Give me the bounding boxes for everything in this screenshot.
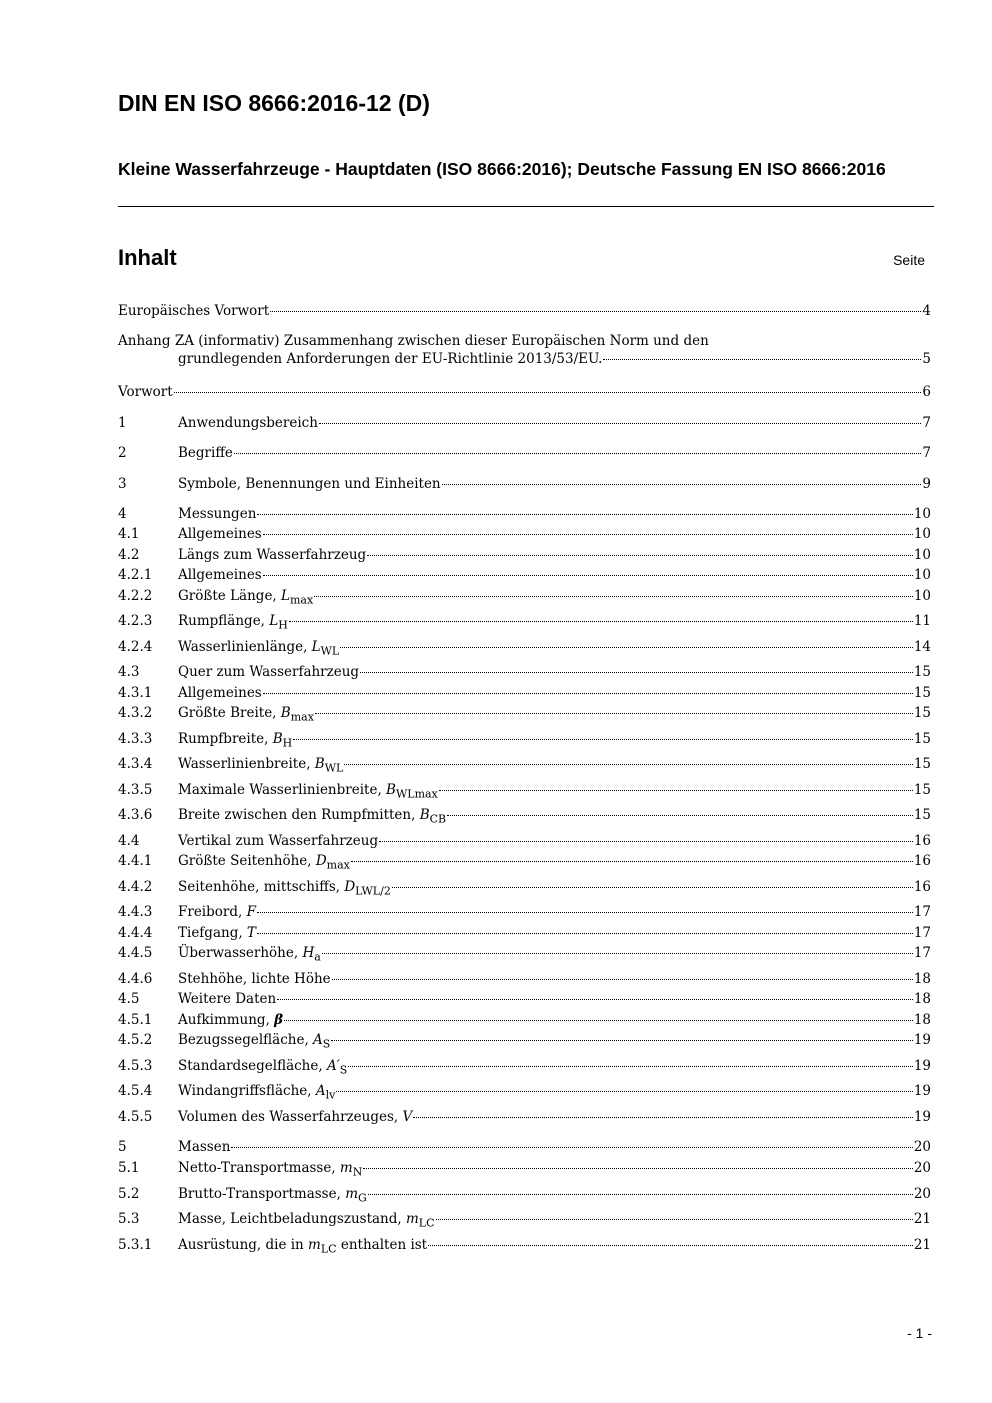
math-symbol: D xyxy=(315,853,327,869)
toc-entry[interactable] xyxy=(118,925,931,941)
toc-leader-dots xyxy=(319,423,921,424)
toc-entry[interactable] xyxy=(118,567,931,583)
toc-entry-number: 4.5.4 xyxy=(118,1083,153,1099)
toc-leader-dots xyxy=(314,596,913,597)
toc-entry-page: 15 xyxy=(913,782,931,798)
toc-leader-dots xyxy=(360,672,913,673)
toc-entry-number: 4.4.5 xyxy=(118,945,153,961)
math-subscript: S xyxy=(322,1037,331,1051)
toc-entry-page: 20 xyxy=(913,1139,931,1155)
toc-entry-number: 4 xyxy=(118,506,127,522)
toc-entry-number: 4.5.3 xyxy=(118,1058,153,1074)
toc-leader-dots xyxy=(263,693,913,694)
toc-entry-number: 3 xyxy=(118,476,127,492)
toc-entry[interactable] xyxy=(118,506,931,522)
math-subscript: CB xyxy=(429,812,447,826)
math-subscript: N xyxy=(352,1165,363,1179)
toc-leader-dots xyxy=(263,534,913,535)
toc-entry-number: 4.3.2 xyxy=(118,705,153,721)
toc-leader-dots xyxy=(442,484,922,485)
toc-entry-page: 15 xyxy=(913,731,931,747)
toc-leader-dots xyxy=(331,1040,912,1041)
toc-entry-text: Längs zum Wasserfahrzeug xyxy=(178,547,367,563)
toc-entry-page: 19 xyxy=(913,1058,931,1074)
toc-leader-dots xyxy=(336,1091,912,1092)
math-subscript: H xyxy=(278,618,288,632)
toc-leader-dots xyxy=(367,555,913,556)
math-symbol: L xyxy=(269,613,279,629)
toc-leader-dots xyxy=(231,1147,912,1148)
toc-entry-page: 16 xyxy=(913,833,931,849)
toc-leader-dots xyxy=(289,621,913,622)
toc-entry-number: 4.2 xyxy=(118,547,140,563)
toc-entry-page: 15 xyxy=(913,664,931,680)
toc-entry-page: 15 xyxy=(913,807,931,823)
math-subscript: lv xyxy=(325,1088,336,1102)
toc-entry-text: Ausrüstung, die in $m_{LC}$ enthalten ist xyxy=(178,1237,428,1256)
toc-entry[interactable] xyxy=(118,664,931,680)
toc-entry-page: 19 xyxy=(913,1032,931,1048)
toc-entry-page: 5 xyxy=(922,351,931,367)
toc-entry-text: Symbole, Benennungen und Einheiten xyxy=(178,476,441,492)
toc-entry-number: 4.1 xyxy=(118,526,140,542)
toc-entry-page: 19 xyxy=(913,1083,931,1099)
toc-leader-dots xyxy=(315,713,913,714)
toc-entry-text: Quer zum Wasserfahrzeug xyxy=(178,664,360,680)
toc-entry-page: 20 xyxy=(913,1186,931,1202)
toc-entry-text: Volumen des Wasserfahrzeuges, V xyxy=(178,1109,413,1125)
toc-entry-text: Allgemeines xyxy=(178,526,262,542)
toc-entry-page: 7 xyxy=(922,415,931,431)
toc-entry-text: Vorwort xyxy=(118,384,173,400)
toc-entry[interactable] xyxy=(118,613,931,632)
math-subscript: WL xyxy=(324,761,344,775)
toc-entry-page: 16 xyxy=(913,853,931,869)
math-symbol: V xyxy=(402,1109,413,1125)
toc-leader-dots xyxy=(392,887,913,888)
toc-entry[interactable] xyxy=(118,1160,931,1179)
toc-entry-page: 17 xyxy=(913,945,931,961)
toc-leader-dots xyxy=(413,1117,913,1118)
toc-entry-text: Stehhöhe, lichte Höhe xyxy=(178,971,331,987)
math-symbol: A xyxy=(315,1083,326,1099)
toc-leader-dots xyxy=(439,790,913,791)
toc-entry-number: 4.3.3 xyxy=(118,731,153,747)
math-symbol: T xyxy=(246,925,256,941)
toc-entry[interactable] xyxy=(118,1139,931,1155)
toc-leader-dots xyxy=(340,647,913,648)
toc-entry-text: Brutto-Transportmasse, $m_G$ xyxy=(178,1186,367,1205)
toc-entry-page: 18 xyxy=(913,991,931,1007)
math-symbol: A′ xyxy=(326,1058,340,1074)
toc-entry-number: 1 xyxy=(118,415,127,431)
toc-entry-page: 15 xyxy=(913,756,931,772)
toc-leader-dots xyxy=(257,933,913,934)
toc-entry[interactable] xyxy=(118,971,931,987)
toc-entry-text: Bezugssegelfläche, $A_S$ xyxy=(178,1032,331,1051)
toc-entry-text: Rumpflänge, $L_H$ xyxy=(178,613,288,632)
toc-leader-dots xyxy=(332,979,913,980)
toc-entry[interactable] xyxy=(118,853,931,872)
toc-entry-text: Seitenhöhe, mittschiffs, $D_{LWL/2}$ xyxy=(178,879,391,898)
toc-leader-dots xyxy=(603,359,921,360)
toc-entry[interactable] xyxy=(118,833,931,849)
toc-entry-text: Überwasserhöhe, $H_a$ xyxy=(178,945,321,964)
math-symbol: m xyxy=(339,1160,353,1176)
toc-entry[interactable] xyxy=(118,526,931,542)
toc-entry-number: 4.4.4 xyxy=(118,925,153,941)
toc-entry-page: 9 xyxy=(922,476,931,492)
math-symbol: L xyxy=(281,588,290,604)
toc-entry-number: 2 xyxy=(118,445,127,461)
toc-entry-number: 4.5.2 xyxy=(118,1032,153,1048)
toc-entry-text: Wasserlinienbreite, $B_{WL}$ xyxy=(178,756,344,775)
toc-entry-text: Messungen xyxy=(178,506,257,522)
toc-entry-number: 4.2.2 xyxy=(118,588,153,604)
toc-entry-page: 15 xyxy=(913,685,931,701)
toc-entry-number: 4.4.1 xyxy=(118,853,153,869)
toc-entry-page: 18 xyxy=(913,1012,931,1028)
toc-entry-number: 4.2.4 xyxy=(118,639,153,655)
toc-leader-dots xyxy=(270,311,921,312)
toc-entry[interactable] xyxy=(118,1186,931,1205)
toc-entry[interactable] xyxy=(118,445,931,461)
toc-entry-preface[interactable] xyxy=(118,384,931,400)
toc-entry[interactable] xyxy=(118,782,931,801)
toc-entry[interactable] xyxy=(118,476,931,492)
toc-entry-text: Netto-Transportmasse, $m_N$ xyxy=(178,1160,363,1179)
toc-leader-dots xyxy=(368,1194,913,1195)
toc-entry-page: 10 xyxy=(913,588,931,604)
toc-entry-number: 4.5 xyxy=(118,991,140,1007)
toc-entry[interactable] xyxy=(118,1083,931,1102)
toc-entry-page: 16 xyxy=(913,879,931,895)
toc-entry-page: 19 xyxy=(913,1109,931,1125)
toc-entry-number: 5.1 xyxy=(118,1160,140,1176)
math-symbol: B xyxy=(280,705,291,721)
toc-entry-page: 17 xyxy=(913,925,931,941)
toc-entry-number: 4.3.4 xyxy=(118,756,153,772)
toc-entry-text: Massen xyxy=(178,1139,231,1155)
toc-entry-text: Weitere Daten xyxy=(178,991,277,1007)
toc-entry-foreword[interactable] xyxy=(118,303,931,319)
math-subscript: WLmax xyxy=(395,787,438,801)
document-title: DIN EN ISO 8666:2016-12 (D) xyxy=(118,90,430,116)
toc-leader-dots xyxy=(379,841,913,842)
toc-entry-text: Europäisches Vorwort xyxy=(118,303,270,319)
toc-entry-text: Standardsegelfläche, $A'_S$ xyxy=(178,1058,348,1077)
title-divider xyxy=(118,206,934,207)
math-symbol: F xyxy=(246,904,256,920)
toc-entry-number: 4.2.3 xyxy=(118,613,153,629)
toc-entry-text: Allgemeines xyxy=(178,567,262,583)
toc-leader-dots xyxy=(344,764,912,765)
toc-entry-text: Begriffe xyxy=(178,445,233,461)
toc-entry-number: 4.3.6 xyxy=(118,807,153,823)
toc-entry[interactable] xyxy=(118,945,931,964)
math-symbol: B xyxy=(386,782,396,798)
toc-entry-text: Maximale Wasserlinienbreite, $B_{WLmax}$ xyxy=(178,782,438,801)
toc-entry-text: Tiefgang, T xyxy=(178,925,256,941)
toc-entry-page: 15 xyxy=(913,705,931,721)
math-symbol: B xyxy=(419,807,430,823)
page-number: - 1 - xyxy=(907,1325,932,1341)
toc-entry-page: 20 xyxy=(913,1160,931,1176)
toc-entry[interactable] xyxy=(118,705,931,724)
toc-entry-text: Anhang ZA (informativ) Zusammenhang zwischen dieser Europäischen Norm und den xyxy=(118,333,709,349)
toc-entry-number: 5.3 xyxy=(118,1211,140,1227)
toc-entry-page: 10 xyxy=(913,506,931,522)
toc-entry-number: 4.3.1 xyxy=(118,685,153,701)
toc-leader-dots xyxy=(257,514,912,515)
toc-entry-page: 21 xyxy=(913,1237,931,1253)
toc-leader-dots xyxy=(234,453,922,454)
toc-entry[interactable] xyxy=(118,807,931,826)
document-subtitle: Kleine Wasserfahrzeuge - Hauptdaten (ISO 8666:2016); Deutsche Fassung EN ISO 8666:2016 xyxy=(118,159,886,179)
toc-leader-dots xyxy=(257,912,913,913)
toc-heading: Inhalt xyxy=(118,245,177,270)
toc-entry[interactable] xyxy=(118,1211,931,1230)
toc-leader-dots xyxy=(428,1245,913,1246)
toc-entry-text: Größte Länge, $L_{max}$ xyxy=(178,588,314,607)
math-symbol: m xyxy=(308,1237,321,1253)
toc-entry-page: 10 xyxy=(913,526,931,542)
toc-leader-dots xyxy=(351,861,913,862)
toc-entry-number: 4.5.1 xyxy=(118,1012,153,1028)
toc-leader-dots xyxy=(348,1066,912,1067)
toc-entry-text: Freibord, F xyxy=(178,904,256,920)
toc-entry[interactable] xyxy=(118,731,931,750)
toc-leader-dots xyxy=(293,739,913,740)
toc-leader-dots xyxy=(284,1020,913,1021)
toc-entry-number: 5.2 xyxy=(118,1186,140,1202)
math-symbol: L xyxy=(311,639,321,655)
math-symbol: D xyxy=(344,879,356,895)
toc-entry-page: 21 xyxy=(913,1211,931,1227)
toc-entry-text: Aufkimmung, β xyxy=(178,1012,284,1028)
math-symbol: β xyxy=(274,1012,284,1028)
toc-entry-text: Anwendungsbereich xyxy=(178,415,318,431)
toc-entry[interactable] xyxy=(118,685,931,701)
math-subscript: H xyxy=(282,736,293,750)
toc-entry-number: 4.4.6 xyxy=(118,971,153,987)
math-subscript: max xyxy=(289,593,314,607)
toc-entry[interactable] xyxy=(118,1032,931,1051)
math-symbol: m xyxy=(405,1211,419,1227)
toc-leader-dots xyxy=(277,999,913,1000)
toc-entry-text: Vertikal zum Wasserfahrzeug xyxy=(178,833,379,849)
toc-entry[interactable] xyxy=(118,639,931,658)
toc-entry-number: 4.3.5 xyxy=(118,782,153,798)
toc-entry-text: Größte Seitenhöhe, $D_{max}$ xyxy=(178,853,350,872)
toc-entry-page: 10 xyxy=(913,547,931,563)
page-column-label: Seite xyxy=(893,252,925,268)
toc-entry[interactable] xyxy=(118,991,931,1007)
toc-entry-text: Allgemeines xyxy=(178,685,262,701)
math-subscript: LC xyxy=(418,1216,435,1230)
toc-entry[interactable] xyxy=(118,1058,931,1077)
toc-leader-dots xyxy=(436,1219,913,1220)
toc-entry-annex-za[interactable] xyxy=(118,333,931,367)
toc-entry[interactable] xyxy=(118,756,931,775)
math-symbol: A xyxy=(313,1032,323,1048)
toc-entry[interactable] xyxy=(118,547,931,563)
toc-entry[interactable] xyxy=(118,1012,931,1028)
toc-entry-page: 10 xyxy=(913,567,931,583)
toc-entry-number: 5.3.1 xyxy=(118,1237,153,1253)
math-symbol: H xyxy=(302,945,315,961)
toc-entry-text: Größte Breite, $B_{max}$ xyxy=(178,705,314,724)
toc-entry-number: 4.4.3 xyxy=(118,904,153,920)
toc-entry-page: 7 xyxy=(922,445,931,461)
toc-entry[interactable] xyxy=(118,588,931,607)
math-subscript: a xyxy=(314,950,321,964)
math-symbol: m xyxy=(345,1186,358,1202)
toc-leader-dots xyxy=(447,815,913,816)
toc-entry-number: 4.3 xyxy=(118,664,140,680)
toc-entry[interactable] xyxy=(118,879,931,898)
toc-entry-number: 4.4 xyxy=(118,833,140,849)
math-subscript: max xyxy=(290,710,314,724)
math-subscript: max xyxy=(326,858,350,872)
math-subscript: WL xyxy=(320,644,340,658)
math-symbol: B xyxy=(272,731,283,747)
toc-entry-page: 6 xyxy=(922,384,931,400)
toc-leader-dots xyxy=(322,953,913,954)
math-symbol: B xyxy=(314,756,325,772)
toc-entry-text: Wasserlinienlänge, $L_{WL}$ xyxy=(178,639,340,658)
toc-entry-text-continued: grundlegenden Anforderungen der EU-Richtlinie 2013/53/EU. xyxy=(178,351,603,367)
math-subscript: G xyxy=(358,1191,367,1205)
toc-entry-page: 11 xyxy=(913,613,931,629)
toc-entry-number: 4.4.2 xyxy=(118,879,153,895)
toc-entry-text: Windangriffsfläche, $A_{lv}$ xyxy=(178,1083,336,1102)
toc-entry-page: 14 xyxy=(913,639,931,655)
toc-entry-text: Masse, Leichtbeladungszustand, $m_{LC}$ xyxy=(178,1211,435,1230)
toc-leader-dots xyxy=(363,1168,912,1169)
math-subscript: S xyxy=(339,1063,348,1077)
toc-entry-page: 18 xyxy=(913,971,931,987)
toc-entry-text: Breite zwischen den Rumpfmitten, $B_{CB}$ xyxy=(178,807,447,826)
math-subscript: LC xyxy=(320,1242,337,1256)
toc-entry[interactable] xyxy=(118,415,931,431)
toc-entry-page: 17 xyxy=(913,904,931,920)
toc-leader-dots xyxy=(263,575,913,576)
toc-entry-page: 4 xyxy=(922,303,931,319)
toc-entry-number: 5 xyxy=(118,1139,127,1155)
toc-entry-number: 4.2.1 xyxy=(118,567,153,583)
toc-leader-dots xyxy=(174,392,922,393)
toc-entry[interactable] xyxy=(118,1109,931,1125)
toc-entry-text: Rumpfbreite, $B_H$ xyxy=(178,731,293,750)
toc-entry[interactable] xyxy=(118,904,931,920)
toc-entry[interactable] xyxy=(118,1237,931,1256)
toc-entry-number: 4.5.5 xyxy=(118,1109,153,1125)
math-subscript: LWL/2 xyxy=(355,884,391,898)
